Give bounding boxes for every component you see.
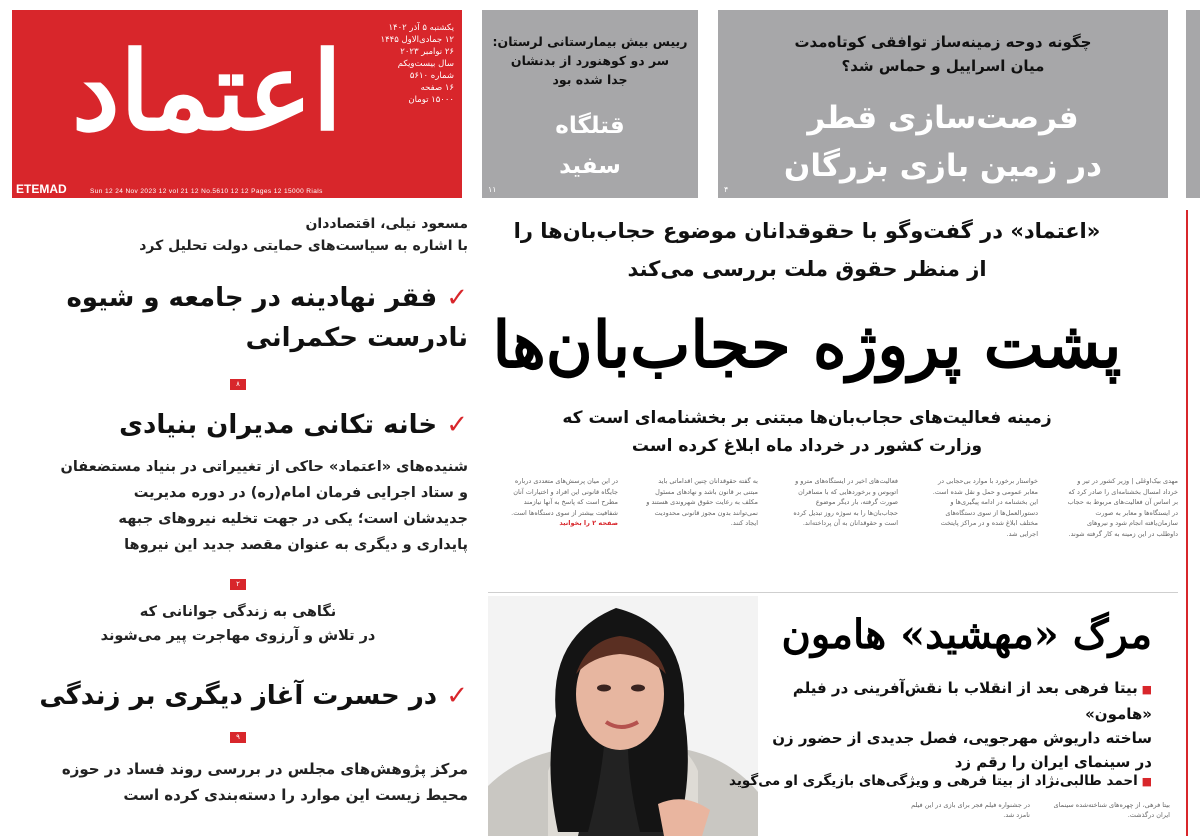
newspaper-logo: اعتماد	[71, 29, 343, 155]
body-line: مرکز پژوهش‌های مجلس در بررسی روند فساد در حوزه	[61, 760, 468, 778]
meta-line: ۱۶ صفحه	[420, 83, 454, 93]
subhead-line: زمینه فعالیت‌های حجاب‌بان‌ها مبتنی بر بخشنامه‌ای است که	[562, 408, 1052, 428]
masthead-edition-line: Sun 12 24 Nov 2023 12 vol 21 12 No.5610 12 12 Pages 12 15000 Rials	[90, 188, 323, 195]
continue-link[interactable]: صفحه ۲ را بخوانید	[559, 519, 618, 527]
teaser-headline-line: قتلگاه	[555, 113, 625, 139]
square-bullet-icon: ■	[1137, 683, 1152, 696]
teaser-kicker	[488, 32, 692, 89]
kicker-line: با اشاره به سیاست‌های حمایتی دولت تحلیل کرد	[139, 238, 468, 254]
main-story-body	[488, 476, 1178, 586]
masthead-latin-name: ETEMAD	[16, 182, 67, 196]
meta-line: ۱۵۰۰۰ تومان	[408, 95, 454, 105]
column-rule	[1186, 210, 1188, 836]
summary-text: بیتا فرهی بعد از انقلاب با نقش‌آفرینی در فیلم «هامون»	[792, 679, 1152, 723]
subhead-line: وزارت کشور در خرداد ماه ابلاغ کرده است	[631, 436, 983, 456]
story-foundation-headline[interactable]	[28, 405, 468, 445]
body-column	[786, 476, 898, 582]
main-story-kicker	[462, 212, 1152, 288]
summary-line: ساخته داریوش مهرجویی، فصل جدیدی از حضور زن	[772, 729, 1152, 747]
summary-line: در سینمای ایران را رقم زد	[954, 753, 1152, 771]
related-text: احمد طالبی‌نژاد از بیتا فرهی و ویژگی‌های بازیگری او می‌گوید	[729, 773, 1138, 789]
body-line: جدیدشان است؛ یکی در جهت تخلیه نیروهای جبهه	[118, 511, 468, 527]
story-nili-headline[interactable]	[28, 278, 468, 358]
headline-text: خانه تکانی مدیران بنیادی	[119, 410, 438, 440]
check-icon: ✓	[437, 410, 468, 440]
story-foundation-body	[8, 454, 468, 558]
obituary-mini-column: بیتا فرهی، از چهره‌های شناخته‌شده سینمای ایران درگذشت.	[1053, 801, 1170, 819]
body-column-text: فعالیت‌های اخیر در ایستگاه‌های مترو و اتوبوس و برخوردهایی که با مسافران صورت گرفته، بار دیگر موضوع حجاب‌بان‌ها را به سوژه روز تبدیل کرده است و حقوقدانان به آن پرداخته‌اند.	[793, 477, 898, 527]
obituary-related[interactable]	[722, 770, 1152, 793]
obituary-summary	[722, 676, 1152, 774]
headline-line	[28, 278, 468, 318]
page-ref-badge: ۲	[230, 579, 246, 590]
teaser-kicker-line: جدا شده بود	[552, 72, 628, 87]
square-bullet-icon: ■	[1137, 775, 1152, 788]
page-ref-badge: ۸	[230, 379, 246, 390]
check-icon: ✓	[437, 681, 468, 711]
body-column-text: خواستار برخورد با موارد بی‌حجابی در معابر عمومی و حمل و نقل شده است. این بخشنامه در ادامه پیگیری‌ها و دستورالعمل‌ها از سوی دستگاه‌های مختلف ابلاغ شده و در مراکز پایتخت اجرایی شد.	[932, 477, 1038, 538]
story-migration-kicker	[28, 600, 448, 648]
body-line: و ستاد اجرایی فرمان امام(ره) در دوره مدیریت	[133, 485, 468, 501]
teaser-kicker-line: میان اسراییل و حماس شد؟	[841, 57, 1045, 75]
meta-line: ۲۶ نوامبر ۲۰۲۳	[400, 47, 454, 57]
teaser-headline-line: در زمین بازی بزرگان	[783, 148, 1103, 184]
main-story-headline[interactable]: پشت پروژه حجاب‌بان‌ها	[492, 308, 1122, 383]
story-corruption-body[interactable]	[8, 756, 468, 808]
kicker-line: مسعود نیلی، اقتصاددان	[305, 216, 468, 232]
teaser-kicker-line: سر دو کوهنورد از بدنشان	[510, 53, 670, 68]
summary-line	[722, 676, 1152, 726]
meta-line: شماره ۵۶۱۰	[409, 71, 454, 81]
teaser-page-ref: ۴	[724, 185, 729, 194]
meta-line: سال بیست‌و‌یکم	[397, 59, 454, 69]
obituary-headline[interactable]: مرگ «مهشید» هامون	[781, 611, 1152, 658]
page-ref-badge: ۹	[230, 732, 246, 743]
meta-line: یکشنبه ۵ آذر ۱۴۰۲	[388, 23, 454, 33]
story-nili-kicker	[28, 213, 468, 257]
teaser-box-snow-death[interactable]	[482, 10, 698, 198]
main-story-subhead	[462, 404, 1152, 460]
body-column-text: مهدی بیک‌اوغلی | وزیر کشور در تیر و خرداد امسال بخشنامه‌ای را صادر کرد که بر اساس آن فعالیت‌های مربوط به حجاب در ایستگاه‌ها و معابر به صورت سازمان‌یافته انجام شود و نیروهای داوطلب در این زمینه به کار گرفته شوند.	[1067, 477, 1178, 538]
section-separator	[488, 592, 1178, 593]
kicker-line: در تلاش و آرزوی مهاجرت پیر می‌شوند	[100, 628, 376, 644]
teaser-headline-line: سفید	[559, 153, 621, 179]
kicker-line: از منظر حقوق ملت بررسی می‌کند	[627, 257, 987, 281]
body-line: پایداری و دیگری به عنوان مقصد جدید این نیروها	[124, 537, 468, 553]
body-column-text: در این میان پرسش‌های متعددی درباره جایگاه قانونی این افراد و اختیارات آنان مطرح است که پاسخ به آنها نیازمند شفافیت بیشتر از سوی دستگاه‌ها است.	[511, 477, 618, 517]
teaser-page-ref: ۱۱	[488, 185, 497, 194]
masthead-date-info	[372, 22, 454, 106]
teaser-headline-line: فرصت‌سازی قطر	[807, 100, 1079, 136]
body-column	[1066, 476, 1178, 582]
kicker-line: نگاهی به زندگی جوانانی که	[139, 604, 337, 620]
teaser-kicker-line: چگونه دوحه زمینه‌ساز توافقی کوتاه‌مدت	[794, 33, 1092, 51]
body-line: محیط زیست این موارد را دسته‌بندی کرده است	[123, 786, 468, 804]
teaser-headline	[482, 106, 698, 186]
teaser-box-qatar[interactable]	[718, 10, 1168, 198]
headline-line: نادرست حکمرانی	[245, 323, 468, 353]
meta-line: ۱۲ جمادی‌الاول ۱۴۴۵	[380, 35, 454, 45]
body-column	[506, 476, 618, 582]
check-icon: ✓	[437, 283, 468, 313]
body-line: شنیده‌های «اعتماد» حاکی از تغییراتی در بنیاد مستضعفان	[60, 459, 468, 475]
story-migration-headline[interactable]	[28, 676, 468, 716]
next-page-strip	[1186, 10, 1200, 198]
teaser-headline	[718, 94, 1168, 190]
portrait-illustration	[488, 596, 758, 836]
body-column	[646, 476, 758, 582]
headline-text: در حسرت آغاز دیگری بر زندگی	[39, 681, 438, 711]
body-column-text: به گفته حقوقدانان چنین اقداماتی باید مبتنی بر قانون باشد و نهادهای مسئول مکلف به رعایت حقوق شهروندی هستند و نمی‌توانند بدون مجوز قانونی محدودیت ایجاد کنند.	[646, 477, 758, 527]
obituary-mini-column: در جشنواره فیلم فجر برای بازی در این فیلم نامزد شد.	[911, 801, 1030, 819]
teaser-kicker-line: رییس بیش بیمارستانی لرستان:	[492, 34, 688, 49]
headline-text: فقر نهادینه در جامعه و شیوه	[66, 283, 438, 313]
teaser-kicker	[728, 30, 1158, 78]
actress-photo	[488, 596, 758, 836]
body-column	[926, 476, 1038, 582]
kicker-line: «اعتماد» در گفت‌وگو با حقوقدانان موضوع حجاب‌بان‌ها را	[513, 219, 1101, 243]
masthead	[12, 10, 462, 198]
